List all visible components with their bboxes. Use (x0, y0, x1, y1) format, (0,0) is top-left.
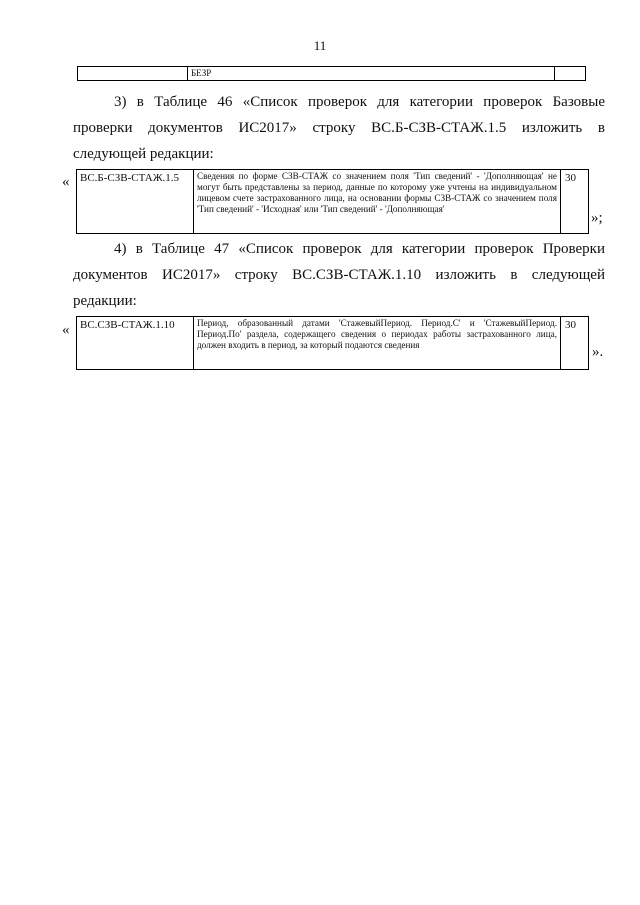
page-number: 11 (313, 38, 327, 53)
check-code: ВС.СЗВ-СТАЖ.1.10 (77, 317, 194, 369)
table-cell: БЕЗР (188, 67, 555, 80)
paragraph-4 (73, 236, 605, 314)
table-47-row (76, 316, 589, 370)
table-row-fragment (77, 66, 586, 81)
close-quote: ». (592, 344, 604, 360)
open-quote: « (62, 174, 70, 190)
open-quote: « (62, 322, 70, 338)
paragraph-line: 3) в Таблице 46 «Список проверок для категории проверок Базовые (114, 94, 605, 110)
check-number: 30 (565, 172, 576, 184)
table-46-row (76, 169, 589, 234)
paragraph-3 (73, 89, 605, 167)
paragraph-line: 4) в Таблице 47 «Список проверок для категории проверок Проверки (114, 241, 605, 257)
check-description: Период, образованный датами 'СтажевыйПериод. Период.С' и 'СтажевыйПериод. Период.По' раздела, содержащего сведения о периодах работы застрахованного лица, должен входить в период, за который подаются сведения (194, 317, 561, 369)
check-number: 30 (565, 319, 576, 331)
paragraph-line: документов ИС2017» строку ВС.СЗВ-СТАЖ.1.10 изложить в следующей (73, 267, 605, 283)
check-description: Сведения по форме СЗВ-СТАЖ со значением поля 'Тип сведений' - 'Дополняющая' не могут быть представлены за период, данные по которому уже учтены на индивидуальном лицевом счете застрахованного лица, на основании формы СЗВ-СТАЖ со значением поля 'Тип сведений' - 'Исходная' или 'Тип сведений' - 'Дополняющая' (194, 170, 561, 233)
paragraph-line: редакции: (73, 293, 137, 309)
paragraph-line: проверки документов ИС2017» строку ВС.Б-СЗВ-СТАЖ.1.5 изложить в (73, 120, 605, 136)
paragraph-line: следующей редакции: (73, 146, 214, 162)
check-code: ВС.Б-СЗВ-СТАЖ.1.5 (77, 170, 194, 233)
close-quote: »; (591, 210, 603, 226)
table-cell-empty (78, 67, 188, 80)
